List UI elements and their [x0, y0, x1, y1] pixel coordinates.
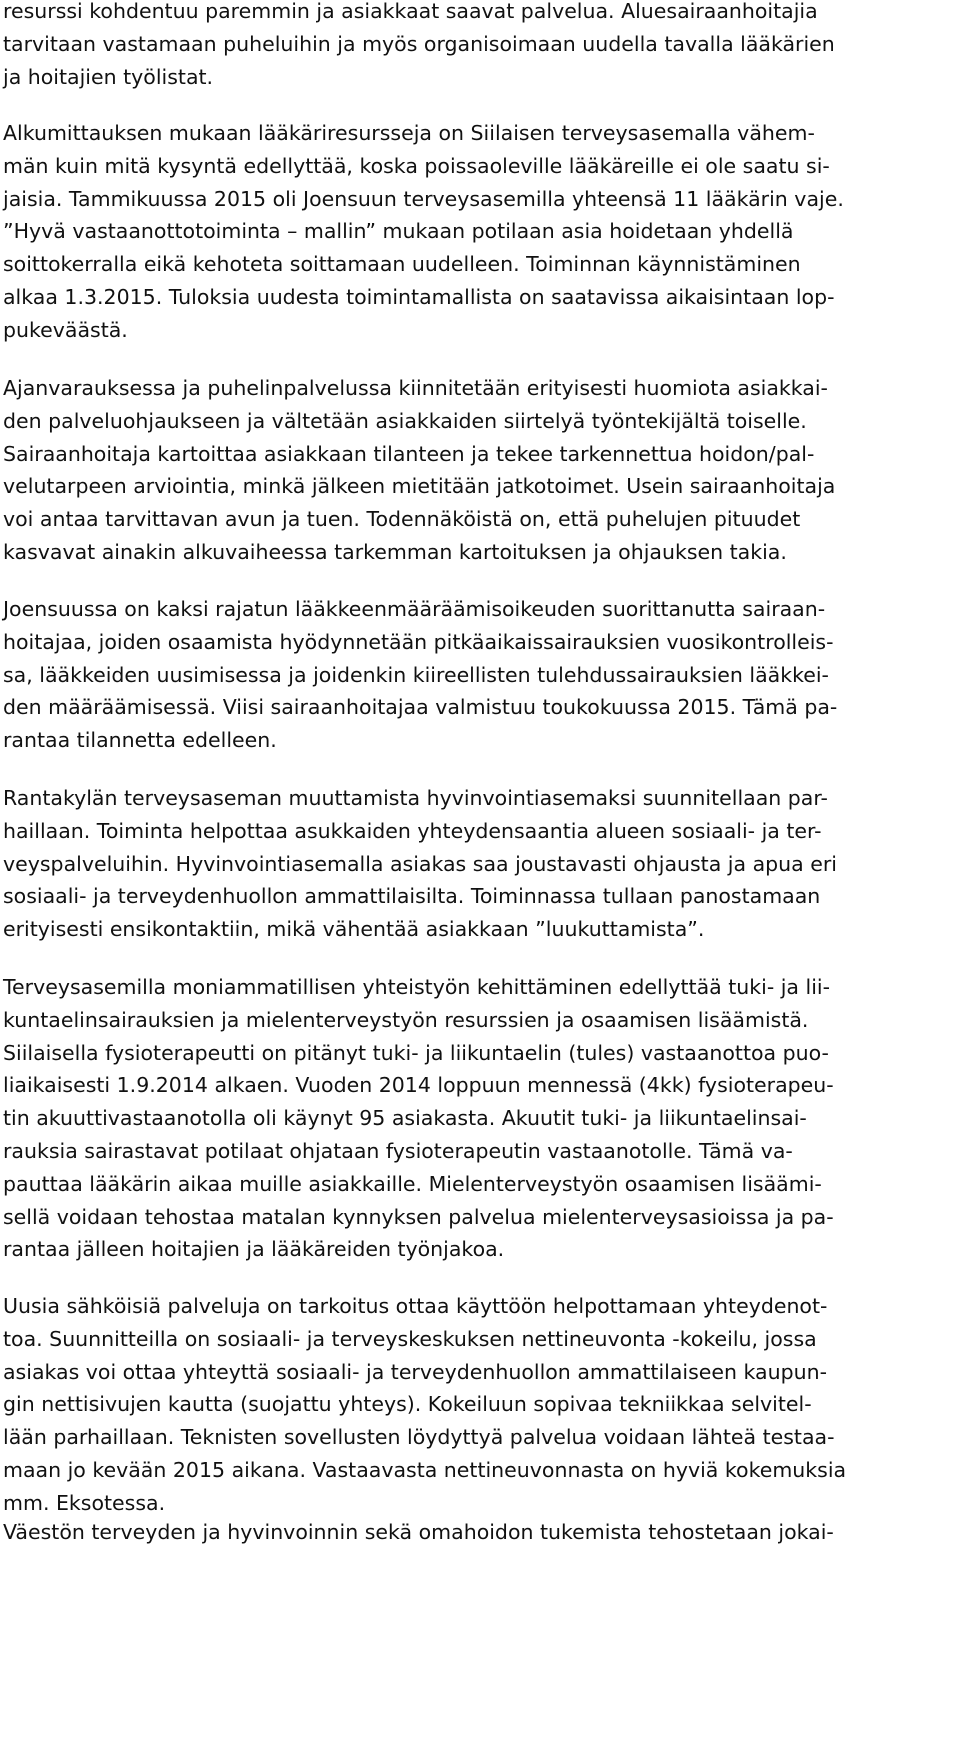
text-line: tarvitaan vastamaan puheluihin ja myös organisoimaan uudella tavalla lääkärien: [3, 31, 835, 56]
text-line: män kuin mitä kysyntä edellyttää, koska poissaoleville lääkäreille ei ole saatu si-: [3, 153, 830, 178]
paragraph-hyvinvointiasema: [3, 782, 955, 946]
paragraph-moniammatillinen-yhteistyo: [3, 971, 955, 1266]
text-line: sa, lääkkeiden uusimisessa ja joidenkin kiireellisten tulehdussairauksien lääkkei-: [3, 662, 829, 687]
text-line: sosiaali- ja terveydenhuollon ammattilaisilta. Toiminnassa tullaan panostamaan: [3, 884, 821, 909]
text-line: pukeväästä.: [3, 317, 128, 342]
text-line: mm. Eksotessa.: [3, 1490, 166, 1515]
text-line: toa. Suunnitteilla on sosiaali- ja terveyskeskuksen nettineuvonta -kokeilu, jossa: [3, 1326, 817, 1351]
text-line: liaikaisesti 1.9.2014 alkaen. Vuoden 2014 loppuun mennessä (4kk) fysioterapeu-: [3, 1073, 834, 1098]
text-line: asiakas voi ottaa yhteyttä sosiaali- ja terveydenhuollon ammattilaiseen kaupun-: [3, 1359, 827, 1384]
text-line: haillaan. Toiminta helpottaa asukkaiden yhteydensaantia alueen sosiaali- ja ter-: [3, 818, 822, 843]
text-line: hoitajaa, joiden osaamista hyödynnetään pitkäaikaissairauksien vuosikontrolleis-: [3, 629, 834, 654]
text-line: gin nettisivujen kautta (suojattu yhteys). Kokeiluun sopivaa tekniikkaa selvitel-: [3, 1392, 812, 1417]
text-line: Uusia sähköisiä palveluja on tarkoitus ottaa käyttöön helpottamaan yhteydenot-: [3, 1294, 828, 1318]
paragraph-laakkeenmaaraaminen: [3, 593, 955, 757]
text-line: rauksia sairastavat potilaat ohjataan fysioterapeutin vastaanotolle. Tämä va-: [3, 1138, 793, 1163]
text-line: Terveysasemilla moniammatillisen yhteistyön kehittäminen edellyttää tuki- ja lii-: [3, 975, 830, 999]
text-line: Rantakylän terveysaseman muuttamista hyvinvointiasemaksi suunnitellaan par-: [3, 786, 828, 810]
text-line: maan jo kevään 2015 aikana. Vastaavasta nettineuvonnasta on hyviä kokemuksia: [3, 1457, 847, 1482]
text-line: sellä voidaan tehostaa matalan kynnyksen palvelua mielenterveysasioissa ja pa-: [3, 1204, 834, 1229]
paragraph-alkumittaus: [3, 117, 955, 347]
text-line: Sairaanhoitaja kartoittaa asiakkaan tilanteen ja tekee tarkennettua hoidon/pal-: [3, 441, 815, 466]
text-line: voi antaa tarvittavan avun ja tuen. Todennäköistä on, että puhelujen pituudet: [3, 507, 801, 532]
text-line: soittokerralla eikä kehoteta soittamaan uudelleen. Toiminnan käynnistäminen: [3, 252, 801, 277]
text-line: Siilaisella fysioterapeutti on pitänyt tuki- ja liikuntaelin (tules) vastaanottoa puo-: [3, 1040, 829, 1065]
text-line: lään parhaillaan. Teknisten sovellusten löydyttyä palvelua voidaan lähteä testaa-: [3, 1425, 835, 1450]
text-line: den määräämisessä. Viisi sairaanhoitajaa valmistuu toukokuussa 2015. Tämä pa-: [3, 695, 838, 720]
text-line: ja hoitajien työlistat.: [3, 64, 214, 89]
paragraph-vaeston-terveys: [3, 1516, 955, 1549]
text-line: Joensuussa on kaksi rajatun lääkkeenmääräämisoikeuden suorittanutta sairaan-: [3, 597, 826, 621]
text-line: veyspalveluihin. Hyvinvointiasemalla asiakas saa joustavasti ohjausta ja apua eri: [3, 851, 837, 876]
paragraph-aluesairaanhoitajat: [3, 0, 955, 93]
paragraph-sahkoiset-palvelut: [3, 1290, 955, 1520]
text-line: rantaa tilannetta edelleen.: [3, 728, 277, 753]
paragraph-ajanvaraus: [3, 372, 955, 569]
text-line: Alkumittauksen mukaan lääkäriresursseja on Siilaisen terveysasemalla vähem-: [3, 121, 815, 145]
text-line: Väestön terveyden ja hyvinvoinnin sekä omahoidon tukemista tehostetaan jokai-: [3, 1520, 834, 1544]
text-line: kasvavat ainakin alkuvaiheessa tarkemman kartoituksen ja ohjauksen takia.: [3, 539, 787, 564]
text-line: ”Hyvä vastaanottotoiminta – mallin” mukaan potilaan asia hoidetaan yhdellä: [3, 219, 794, 244]
text-line: velutarpeen arviointia, minkä jälkeen mietitään jatkotoimet. Usein sairaanhoitaja: [3, 474, 836, 499]
text-line: alkaa 1.3.2015. Tuloksia uudesta toimintamallista on saatavissa aikaisintaan lop-: [3, 284, 835, 309]
text-line: pauttaa lääkärin aikaa muille asiakkaille. Mielenterveystyön osaamisen lisäämi-: [3, 1171, 822, 1196]
text-line: tin akuuttivastaanotolla oli käynyt 95 asiakasta. Akuutit tuki- ja liikuntaelinsai-: [3, 1106, 807, 1131]
text-line: resurssi kohdentuu paremmin ja asiakkaat saavat palvelua. Aluesairaanhoitajia: [3, 0, 818, 23]
text-line: den palveluohjaukseen ja vältetään asiakkaiden siirtelyä työntekijältä toiselle.: [3, 408, 807, 433]
text-line: jaisia. Tammikuussa 2015 oli Joensuun terveysasemilla yhteensä 11 lääkärin vaje.: [3, 186, 844, 211]
text-line: Ajanvarauksessa ja puhelinpalvelussa kiinnitetään erityisesti huomiota asiakkai-: [3, 376, 828, 400]
text-line: erityisesti ensikontaktiin, mikä vähentää asiakkaan ”luukuttamista”.: [3, 917, 705, 942]
text-line: rantaa jälleen hoitajien ja lääkäreiden työnjakoa.: [3, 1237, 505, 1262]
text-line: kuntaelinsairauksien ja mielenterveystyön resurssien ja osaamisen lisäämistä.: [3, 1007, 809, 1032]
